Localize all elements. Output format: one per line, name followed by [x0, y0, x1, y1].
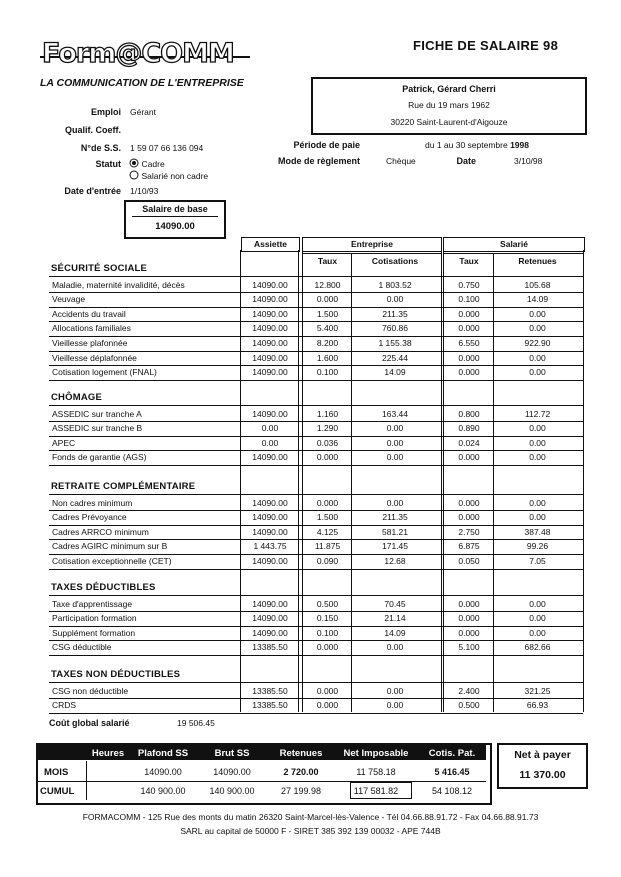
subheader-line-salarie: [443, 253, 583, 254]
row-cotisations: 0.00: [386, 497, 404, 508]
row-assiette: 14090.00: [252, 408, 288, 419]
nss-value: 1 59 07 66 136 094: [130, 143, 204, 153]
employee-address-line1: Rue du 19 mars 1962: [408, 100, 490, 110]
row-assiette: 13385.50: [252, 685, 288, 696]
row-cotisations: 0.00: [386, 452, 404, 463]
net-a-payer-value: 11 370.00: [519, 769, 566, 781]
row-retenues: 0.00: [529, 352, 546, 363]
row-taux-entreprise: 5.400: [316, 323, 339, 334]
row-taux-entreprise: 8.200: [316, 337, 339, 348]
row-taux-entreprise: 0.000: [316, 642, 339, 653]
col-divider-salarie-right: [583, 250, 584, 712]
statut-noncadre-label: Salarié non cadre: [141, 171, 209, 181]
row-rule: [49, 611, 583, 612]
row-taux-salarie: 2.400: [458, 685, 480, 696]
summary-cumul-retenues: 27 199.98: [280, 786, 322, 796]
row-label: ASSEDIC sur tranche B: [52, 423, 143, 434]
row-retenues: 0.00: [529, 613, 546, 624]
radio-unchecked-icon: [129, 170, 139, 180]
row-rule: [49, 510, 583, 511]
row-retenues: 0.00: [529, 323, 546, 334]
row-cotisations: 0.00: [386, 642, 404, 653]
row-label: Cadres ARRCO minimum: [52, 526, 149, 537]
header-taux-entreprise: Taux: [317, 256, 338, 266]
row-cotisations: 0.00: [386, 437, 404, 448]
row-taux-salarie: 0.000: [458, 613, 480, 624]
row-rule: [49, 436, 583, 437]
row-taux-entreprise: 0.036: [316, 437, 339, 448]
row-taux-entreprise: 0.000: [316, 294, 339, 305]
row-assiette: 14090.00: [252, 526, 288, 537]
row-taux-salarie: 0.000: [458, 323, 480, 334]
header-entreprise: Entreprise: [350, 239, 394, 249]
row-taux-entreprise: 0.500: [316, 598, 339, 609]
row-retenues: 0.00: [529, 512, 546, 523]
row-assiette: 1 443.75: [253, 541, 287, 552]
header-salarie: Salarié: [500, 239, 528, 249]
row-assiette: 14090.00: [252, 352, 288, 363]
row-cotisations: 14.09: [384, 627, 406, 638]
company-tagline: LA COMMUNICATION DE L'ENTREPRISE: [40, 77, 244, 89]
section-title: SÉCURITÉ SOCIALE: [51, 263, 148, 274]
subheader-line-entreprise: [302, 253, 441, 254]
summary-mois-label: MOIS: [44, 767, 69, 778]
row-taux-salarie: 0.000: [458, 308, 480, 319]
row-cotisations: 0.00: [386, 685, 404, 696]
statut-label: Statut: [95, 159, 121, 169]
date-entree-label: Date d'entrée: [64, 186, 121, 196]
row-assiette: 14090.00: [252, 627, 288, 638]
row-rule: [49, 365, 583, 366]
row-retenues: 112.72: [524, 408, 551, 419]
row-retenues: 99.26: [526, 541, 549, 552]
summary-vertical-divider: [86, 761, 87, 800]
row-rule: [49, 421, 583, 422]
salaire-base-divider: [132, 216, 218, 217]
row-taux-salarie: 0.100: [458, 294, 480, 305]
summary-header-retenues: Retenues: [279, 748, 323, 759]
row-rule: [49, 351, 583, 352]
footer-line2: SARL au capital de 50000 F - SIRET 385 392 139 00032 - APE 744B: [180, 826, 441, 836]
row-label: Cadres AGIRC minimum sur B: [52, 541, 168, 552]
row-rule: [49, 336, 583, 337]
row-label: CRDS: [52, 700, 77, 711]
summary-cumul-net-imposable: 117 581.82: [353, 786, 399, 796]
row-label: ASSEDIC sur tranche A: [52, 408, 142, 419]
row-cotisations: 70.45: [384, 598, 406, 609]
row-label: Vieillesse plafonnée: [52, 337, 128, 348]
section-title: CHÔMAGE: [51, 392, 103, 403]
date-entree-value: 1/10/93: [130, 186, 159, 196]
summary-cumul-brut-ss: 140 900.00: [209, 786, 255, 796]
row-cotisations: 171.45: [382, 541, 408, 552]
row-label: Participation formation: [52, 613, 137, 624]
row-cotisations: 163.44: [382, 408, 408, 419]
row-retenues: 0.00: [529, 627, 546, 638]
row-label: Fonds de garantie (AGS): [52, 452, 147, 463]
row-assiette: 14090.00: [252, 367, 288, 378]
row-assiette: 14090.00: [252, 323, 288, 334]
nss-label: N°de S.S.: [80, 143, 121, 153]
net-a-payer-label: Net à payer: [514, 749, 571, 761]
row-taux-entreprise: 1.290: [316, 423, 339, 434]
row-assiette: 13385.50: [252, 700, 288, 711]
row-taux-salarie: 0.750: [458, 279, 480, 290]
row-cotisations: 0.00: [386, 423, 404, 434]
summary-cumul-plafond-ss: 140 900.00: [140, 786, 186, 796]
col-divider-assiette-left: [240, 250, 241, 712]
row-label: Taxe d'apprentissage: [52, 598, 133, 609]
section-title: TAXES NON DÉDUCTIBLES: [51, 669, 181, 680]
row-taux-entreprise: 0.000: [316, 700, 339, 711]
statut-cadre-radio[interactable]: [129, 158, 165, 169]
statut-noncadre-radio[interactable]: [129, 170, 208, 181]
row-taux-salarie: 2.750: [458, 526, 480, 537]
row-taux-entreprise: 0.000: [316, 452, 339, 463]
summary-mois-plafond-ss: 14090.00: [144, 767, 182, 777]
row-taux-salarie: 6.875: [458, 541, 480, 552]
mode-value: Chèque: [386, 156, 416, 166]
row-taux-salarie: 0.000: [458, 352, 480, 363]
emploi-label: Emploi: [90, 107, 121, 117]
row-taux-salarie: 0.050: [458, 555, 480, 566]
row-taux-salarie: 0.800: [458, 408, 480, 419]
row-retenues: 0.00: [529, 452, 546, 463]
row-assiette: 0.00: [261, 423, 279, 434]
row-taux-salarie: 0.000: [458, 497, 480, 508]
summary-header-heures: Heures: [91, 748, 125, 759]
cout-global-value: 19 506.45: [177, 718, 215, 728]
row-label: APEC: [52, 437, 76, 448]
summary-divider: [38, 781, 486, 782]
row-retenues: 922.90: [524, 337, 551, 348]
footer-line1: FORMACOMM - 125 Rue des monts du matin 26320 Saint-Marcel-lès-Valence - Tél 04.66.88.91.72 - Fax 04.66.88.91.73: [82, 812, 539, 822]
row-rule: [49, 698, 583, 699]
row-retenues: 0.00: [529, 367, 546, 378]
row-taux-entreprise: 0.150: [316, 613, 339, 624]
row-assiette: 14090.00: [252, 279, 288, 290]
row-retenues: 0.00: [529, 598, 546, 609]
row-cotisations: 760.86: [382, 323, 408, 334]
row-taux-entreprise: 4.125: [316, 526, 339, 537]
row-label: CSG non déductible: [52, 685, 129, 696]
row-cotisations: 0.00: [386, 700, 404, 711]
qualif-label: Qualif. Coeff.: [65, 125, 121, 135]
emploi-value: Gérant: [130, 107, 156, 117]
row-retenues: 0.00: [529, 423, 546, 434]
row-rule: [49, 554, 583, 555]
employee-name: Patrick, Gérard Cherri: [402, 84, 496, 94]
section-rule: [49, 405, 583, 406]
date-value: 3/10/98: [514, 156, 543, 166]
periode-range: du 1 au 30 septembre: [425, 140, 508, 150]
row-cotisations: 0.00: [386, 294, 404, 305]
row-taux-salarie: 0.000: [458, 452, 480, 463]
row-taux-entreprise: 1.160: [316, 408, 339, 419]
summary-header-plafond: Plafond SS: [137, 748, 189, 759]
header-cotisations: Cotisations: [371, 256, 419, 266]
row-label: Accidents du travail: [52, 308, 126, 319]
row-rule: [49, 655, 583, 656]
row-taux-salarie: 0.024: [458, 437, 480, 448]
header-assiette: Assiette: [253, 239, 288, 249]
row-label: Allocations familiales: [52, 323, 131, 334]
row-taux-salarie: 0.890: [458, 423, 480, 434]
row-assiette: 14090.00: [252, 512, 288, 523]
salaire-base-value: 14090.00: [155, 221, 195, 232]
row-assiette: 13385.50: [252, 642, 288, 653]
row-assiette: 14090.00: [252, 452, 288, 463]
row-retenues: 105.68: [524, 279, 551, 290]
row-cotisations: 225.44: [382, 352, 408, 363]
document-title: FICHE DE SALAIRE 98: [413, 38, 559, 53]
row-rule: [49, 307, 583, 308]
row-assiette: 14090.00: [252, 555, 288, 566]
summary-cumul-cotis-pat: 54 108.12: [431, 786, 473, 796]
summary-mois-net-imposable: 11 758.18: [356, 767, 396, 777]
periode-year: 1998: [510, 140, 529, 150]
row-label: Cotisation logement (FNAL): [52, 367, 157, 378]
row-taux-entreprise: 0.000: [316, 497, 339, 508]
periode-label: Période de paie: [293, 140, 360, 150]
radio-checked-icon: [129, 158, 139, 168]
row-taux-entreprise: 1.500: [316, 308, 339, 319]
row-taux-entreprise: 11.875: [314, 541, 341, 552]
row-taux-entreprise: 12.800: [314, 279, 341, 290]
section-rule: [49, 276, 583, 277]
row-taux-salarie: 5.100: [458, 642, 480, 653]
row-cotisations: 1 803.52: [378, 279, 412, 290]
row-rule: [49, 640, 583, 641]
row-assiette: 14090.00: [252, 613, 288, 624]
row-cotisations: 12.68: [384, 555, 406, 566]
row-assiette: 14090.00: [252, 337, 288, 348]
section-rule: [49, 595, 583, 596]
row-taux-salarie: 0.000: [458, 627, 480, 638]
row-rule: [49, 292, 583, 293]
row-retenues: 7.05: [529, 555, 546, 566]
section-rule: [49, 682, 583, 683]
row-rule: [49, 380, 583, 381]
row-taux-salarie: 0.000: [458, 598, 480, 609]
row-retenues: 387.48: [524, 526, 551, 537]
col-divider-salarie-left: [443, 250, 444, 712]
employee-address-box: [311, 77, 587, 135]
row-taux-salarie: 0.500: [458, 700, 480, 711]
salaire-base-box: [124, 200, 226, 239]
date-label: Date: [456, 156, 476, 166]
row-assiette: 14090.00: [252, 308, 288, 319]
row-assiette: 0.00: [261, 437, 279, 448]
salaire-base-label: Salaire de base: [142, 204, 208, 214]
row-label: Vieillesse déplafonnée: [52, 352, 137, 363]
periode-value: [425, 140, 529, 150]
row-rule: [49, 626, 583, 627]
row-taux-entreprise: 0.000: [316, 685, 339, 696]
row-retenues: 66.93: [526, 700, 549, 711]
row-rule: [49, 525, 583, 526]
row-label: Non cadres minimum: [52, 497, 133, 508]
row-retenues: 0.00: [529, 437, 546, 448]
row-rule: [49, 465, 583, 466]
row-label: Maladie, maternité invalidité, décès: [52, 279, 185, 290]
header-retenues: Retenues: [518, 256, 557, 266]
row-taux-entreprise: 0.100: [316, 367, 339, 378]
row-cotisations: 21.14: [384, 613, 406, 624]
statut-cadre-label: Cadre: [141, 159, 165, 169]
row-rule: [49, 321, 583, 322]
row-rule: [49, 569, 583, 570]
employee-address-line2: 30220 Saint-Laurent-d'Aigouze: [390, 117, 508, 127]
row-cotisations: 211.35: [382, 512, 408, 523]
cout-global-label: Coût global salarié: [49, 718, 130, 728]
section-title: TAXES DÉDUCTIBLES: [51, 582, 156, 593]
row-assiette: 14090.00: [252, 598, 288, 609]
row-label: Supplément formation: [52, 627, 136, 638]
row-taux-salarie: 0.000: [458, 512, 480, 523]
row-label: CSG déductible: [52, 642, 112, 653]
row-retenues: 321.25: [524, 685, 551, 696]
header-taux-salarie: Taux: [459, 256, 479, 266]
logo-text: Form@COMM: [42, 38, 234, 69]
row-cotisations: 14.09: [384, 367, 406, 378]
row-retenues: 682.66: [524, 642, 551, 653]
col-divider-entreprise-left: [302, 250, 303, 712]
row-label: Cadres Prévoyance: [52, 512, 127, 523]
section-title: RETRAITE COMPLÉMENTAIRE: [51, 481, 196, 492]
row-rule: [49, 713, 583, 714]
row-taux-salarie: 0.000: [458, 367, 480, 378]
row-taux-entreprise: 0.090: [316, 555, 339, 566]
row-rule: [49, 539, 583, 540]
row-cotisations: 211.35: [382, 308, 408, 319]
summary-cumul-label: CUMUL: [40, 786, 75, 797]
row-rule: [49, 450, 583, 451]
row-cotisations: 1 155.38: [378, 337, 412, 348]
mode-label: Mode de règlement: [277, 156, 360, 166]
row-retenues: 0.00: [529, 308, 546, 319]
row-retenues: 0.00: [529, 497, 546, 508]
row-taux-salarie: 6.550: [458, 337, 480, 348]
row-label: Cotisation exceptionnelle (CET): [52, 555, 172, 566]
company-logo: [40, 38, 255, 70]
row-taux-entreprise: 1.500: [316, 512, 339, 523]
summary-mois-cotis-pat: 5 416.45: [434, 767, 470, 777]
row-taux-entreprise: 1.600: [316, 352, 339, 363]
row-label: Veuvage: [52, 294, 86, 305]
row-cotisations: 581.21: [382, 526, 408, 537]
net-a-payer-box: [497, 743, 588, 789]
row-assiette: 14090.00: [252, 294, 288, 305]
row-taux-entreprise: 0.100: [316, 627, 339, 638]
summary-header-net-imposable: Net Imposable: [343, 748, 409, 759]
col-divider-assiette-right: [298, 250, 299, 712]
summary-header-brut: Brut SS: [214, 748, 250, 759]
section-rule: [49, 494, 583, 495]
cumul-net-imposable-box: [350, 782, 412, 799]
summary-header-cotis-pat: Cotis. Pat.: [428, 748, 476, 759]
summary-mois-brut-ss: 14090.00: [213, 767, 251, 777]
summary-mois-retenues: 2 720.00: [283, 767, 319, 777]
row-retenues: 14.09: [526, 294, 549, 305]
row-assiette: 14090.00: [252, 497, 288, 508]
